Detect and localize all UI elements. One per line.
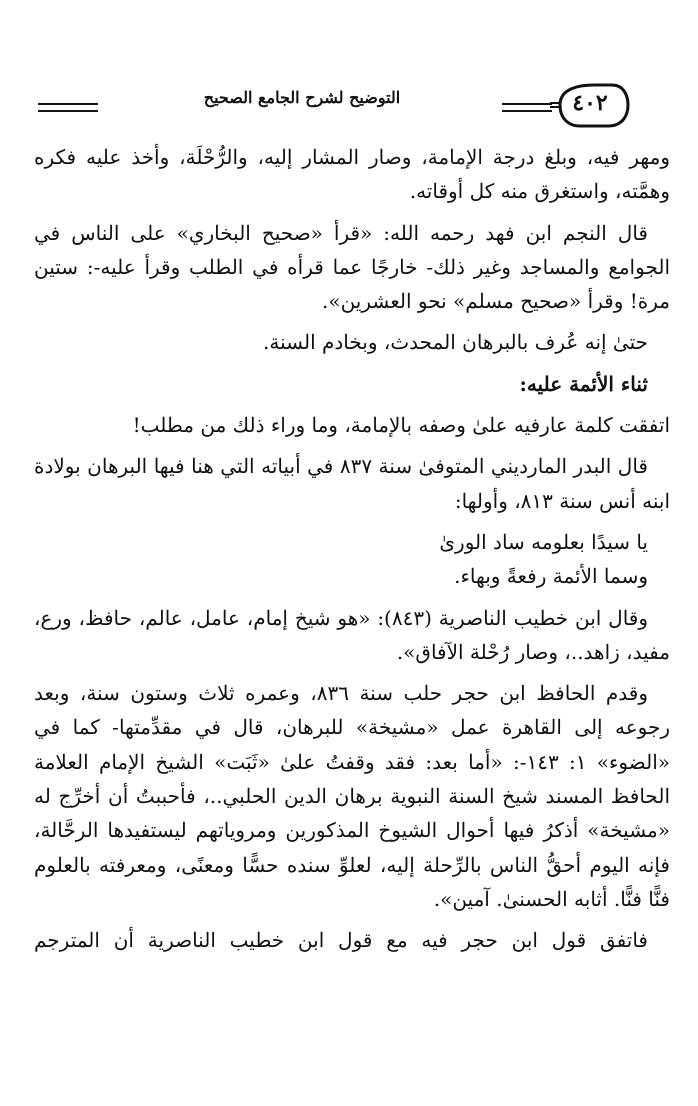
page-body	[34, 140, 670, 965]
page-number-badge	[550, 82, 630, 128]
header-rule-right	[502, 103, 552, 112]
paragraph-6: وقال ابن خطيب الناصرية (٨٤٣): «هو شيخ إمام، عامل، عالم، حافظ، ورع، مفيد، زاهد..، وصار رُحْلة الآفاق».	[34, 605, 670, 664]
page-number: ٤٠٢	[572, 90, 608, 116]
running-title: التوضيح لشرح الجامع الصحيح	[203, 88, 401, 107]
paragraph-7: وقدم الحافظ ابن حجر حلب سنة ٨٣٦، وعمره ثلاث وستون سنة، وبعد رجوعه إلى القاهرة عمل «مشيخة» للبرهان، قال في مقدِّمتها- كما في «الضوء» ١: ١٤٣-: «أما بعد: فقد وقفتُ علىٰ «ثَبَت» الشيخ الإمام العلامة الحافظ المسند شيخ السنة النبوية برهان الدين الحلبي..، فأحببتُ أن أخرِّج له «مشيخة» أذكرُ فيها أحوال الشيوخ المذكورين ومروياتهم ليستفيدها الرحَّالة، فإنه اليوم أحقُّ الناس بالرِّحلة إليه، لعلوِّ سنده حسًّا ومعنًى، ومعرفته بالعلوم فنًّا فنًّا. أثابه الحسنىٰ. آمين».	[34, 681, 670, 911]
paragraph-2: قال النجم ابن فهد رحمه الله: «قرأ «صحيح البخاري» على الناس في الجوامع والمساجد وغير ذلك- خارجًا عما قرأه في الطلب وقرأ عليه-: ستين مرة! وقرأ «صحيح مسلم» نحو العشرين».	[34, 220, 670, 314]
header-rule-left	[38, 103, 98, 112]
verse-line-1: يا سيدًا بعلومه ساد الورىٰ	[439, 529, 648, 554]
section-heading: ثناء الأئمة عليه:	[519, 371, 648, 396]
paragraph-4: اتفقت كلمة عارفيه علىٰ وصفه بالإمامة، وما وراء ذلك من مطلب!	[132, 413, 670, 438]
paragraph-1: ومهر فيه، وبلغ درجة الإمامة، وصار المشار إليه، والرُّحْلَة، وأخذ عليه فكره وهمَّته، واستغرق منه كل أوقاته.	[34, 145, 670, 204]
paragraph-3: حتىٰ إنه عُرف بالبرهان المحدث، وبخادم السنة.	[263, 330, 648, 355]
paragraph-5: قال البدر المارديني المتوفىٰ سنة ٨٣٧ في أبياته التي هنا فيها البرهان بولادة ابنه أنس سنة ٨١٣، وأولها:	[34, 454, 670, 513]
page-header	[30, 76, 670, 132]
verse-line-2: وسما الأئمة رفعةً وبهاء.	[454, 564, 648, 589]
paragraph-8: فاتفق قول ابن حجر فيه مع قول ابن خطيب الناصرية أن المترجم	[34, 928, 648, 953]
